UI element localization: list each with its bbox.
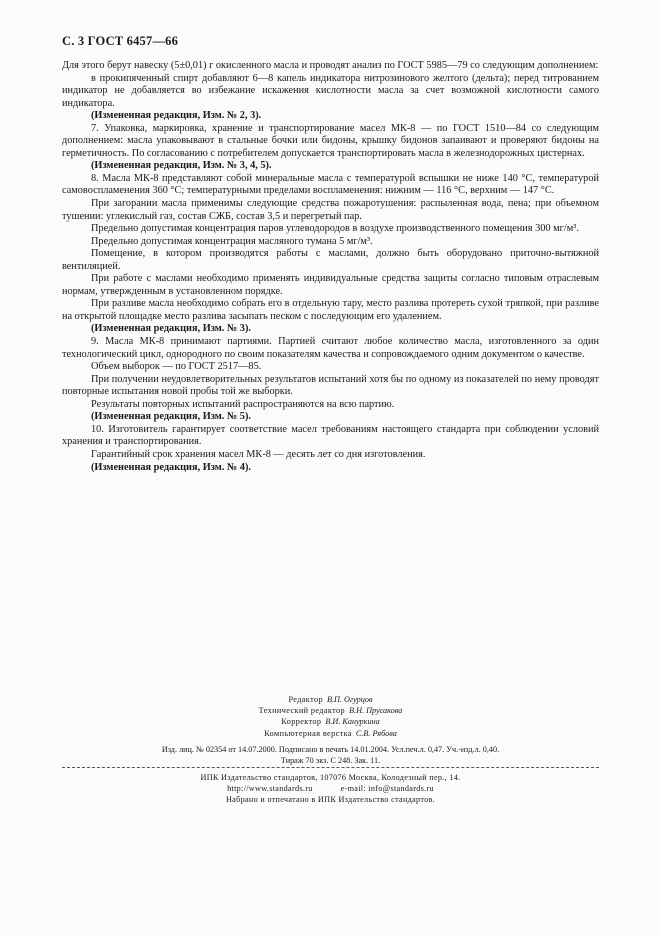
- credit-name: С.В. Рябова: [355, 728, 397, 738]
- paragraph: При получении неудовлетворительных результатов испытаний хотя бы по одному из показателей по нему проводят повторные испытания новой пробы той же выборки.: [62, 373, 599, 398]
- amendment-note: (Измененная редакция, Изм. № 3, 4, 5).: [91, 160, 272, 172]
- credit-role: Корректор: [281, 717, 322, 727]
- paragraph: Помещение, в котором производятся работы с маслами, должно быть оборудовано приточно-вытяжной вентиляцией.: [62, 248, 599, 272]
- credit-name: В.Н. Прусакова: [349, 706, 403, 716]
- credit-name: В.И. Кануркина: [325, 717, 380, 727]
- paragraph: При разливе масла необходимо собрать его в отдельную тару, место разлива протереть сухой тряпкой, при разливе на открытой площадке место разлива засыпать песком с последующим его удалением.: [62, 298, 599, 322]
- page-header: С. 3 ГОСТ 6457—66: [62, 34, 179, 48]
- paragraph: 8. Масла МК-8 представляют собой минеральные масла с температурой вспышки не ниже 140 °С, температурой самовоспламенения 360 °С; температурными пределами воспламенения: нижним — 116 °С, верхним — 147 °С.: [62, 172, 599, 197]
- paragraph: в прокипяченный спирт добавляют 6—8 капель индикатора нитрозинового желтого (дельта); перед титрованием индикатор не добавляется во избежание искажения кислотности масла за счет возможной кислотности самого индикатора.: [62, 72, 599, 109]
- paragraph: Результаты повторных испытаний распространяются на всю партию.: [91, 398, 395, 410]
- credit-row: [0, 716, 661, 727]
- document-body: [62, 60, 599, 474]
- publication-line-1: Изд. лиц. № 02354 от 14.07.2000. Подписано в печать 14.01.2004. Усл.печ.л. 0,47. Уч.-изд.л. 0,40.: [161, 745, 500, 754]
- paragraph: При загорании масла применимы следующие средства пожаротушения: распыленная вода, пена; при объемном тушении: углекислый газ, состав СЖБ, состав 3,5 и перегретый пар.: [62, 198, 599, 222]
- publisher-info: [0, 772, 661, 806]
- credit-name: В.П. Огурцов: [326, 695, 373, 704]
- paragraph: Предельно допустимая концентрация масляного тумана 5 мг/м³.: [91, 235, 373, 247]
- amendment-note: (Измененная редакция, Изм. № 2, 3).: [91, 110, 262, 122]
- credit-row: [0, 694, 661, 705]
- publisher-print-note: Набрано и отпечатано в ИПК Издательство стандартов.: [225, 795, 436, 805]
- paragraph: При работе с маслами необходимо применять индивидуальные средства защиты согласно типовым отраслевым нормам, утвержденным в установленном порядке.: [62, 273, 599, 297]
- publisher-email[interactable]: e-mail: info@standards.ru: [340, 784, 434, 794]
- amendment-note: (Измененная редакция, Изм. № 5).: [91, 411, 251, 423]
- publisher-contacts: [0, 783, 661, 794]
- paragraph: 7. Упаковка, маркировка, хранение и транспортирование масел МК-8 — по ГОСТ 1510—84 со следующим дополнением: масла упаковывают в стальные бочки или бидоны, крышку бидонов запаивают и проверяют бидоны на герметичность. По согласованию с потребителем допускается транспортировать масла в железнодорожных цистернах.: [62, 122, 599, 159]
- credit-row: [0, 728, 661, 739]
- paragraph: 10. Изготовитель гарантирует соответствие масел требованиям настоящего стандарта при соблюдении условий хранения и транспортирования.: [62, 423, 599, 448]
- publication-info: [0, 744, 661, 766]
- publisher-address: ИПК Издательство стандартов, 107076 Москва, Колодезный пер., 14.: [200, 773, 461, 782]
- paragraph: Объем выборок — по ГОСТ 2517—85.: [91, 361, 262, 373]
- paragraph: Гарантийный срок хранения масел МК-8 — десять лет со дня изготовления.: [91, 448, 426, 460]
- paragraph: Для этого берут навеску (5±0,01) г окисленного масла и проводят анализ по ГОСТ 5985—79 со следующим дополнением:: [62, 60, 599, 71]
- editorial-credits: [0, 694, 661, 739]
- paragraph: 9. Масла МК-8 принимают партиями. Партией считают любое количество масла, изготовленного за один технологический цикл, однородного по своим показателям качества и сопровождаемого одним документом о качестве.: [62, 336, 599, 360]
- publication-line-2: Тираж 70 экз. С 248. Зак. 11.: [280, 756, 381, 766]
- amendment-note: (Измененная редакция, Изм. № 3).: [91, 323, 251, 335]
- credit-role: Компьютерная верстка: [264, 728, 352, 738]
- paragraph: Предельно допустимая концентрация паров углеводородов в воздухе производственного помещения 300 мг/м³.: [91, 223, 579, 235]
- credit-role: Редактор: [288, 695, 323, 704]
- credit-role: Технический редактор: [258, 706, 346, 716]
- amendment-note: (Измененная редакция, Изм. № 4).: [91, 461, 251, 473]
- publisher-website[interactable]: http://www.standards.ru: [227, 784, 313, 794]
- divider: [62, 767, 599, 768]
- credit-row: [0, 705, 661, 716]
